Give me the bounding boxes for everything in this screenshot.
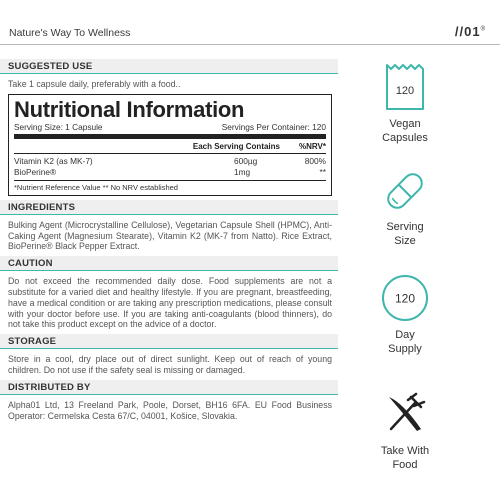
each-serving-header: Each Serving Contains bbox=[192, 141, 280, 151]
calendar-circle-icon bbox=[380, 273, 430, 323]
feature-serving-size bbox=[345, 167, 465, 248]
nutrient-amount: 600µg bbox=[234, 155, 258, 166]
feature-label-line: Supply bbox=[388, 342, 422, 355]
nutrient-name: Vitamin K2 (as MK-7) bbox=[14, 155, 93, 166]
feature-vegan-capsules bbox=[345, 61, 465, 145]
feature-label bbox=[345, 118, 465, 145]
feature-label bbox=[345, 445, 465, 472]
nutrition-row bbox=[14, 167, 326, 178]
nutrient-nrv: 800% bbox=[304, 155, 326, 166]
storage-text: Store in a cool, dry place out of direct sunlight. Keep out of reach of young children. Do not use if the safety seal is missing or damaged. bbox=[8, 354, 332, 375]
fork-knife-icon bbox=[381, 389, 429, 437]
nutrition-panel bbox=[8, 94, 332, 196]
feature-label-line: Vegan bbox=[389, 118, 421, 130]
feature-label-line: Food bbox=[392, 458, 418, 471]
suggested-use-text: Take 1 capsule daily, preferably with a food.. bbox=[8, 79, 181, 89]
nutrition-row bbox=[14, 156, 326, 167]
capsule-icon bbox=[381, 167, 429, 215]
nutrient-amount: 1mg bbox=[234, 166, 251, 177]
distributed-text: Alpha01 Ltd, 13 Freeland Park, Poole, Dorset, BH16 6FA. EU Food Business Operator: Cermelska Cesta 67/C, 04001, Košice, Slovakia. bbox=[8, 399, 332, 421]
nrv-header: %NRV* bbox=[299, 141, 326, 151]
pouch-icon bbox=[383, 61, 427, 113]
nutrition-table-header bbox=[14, 139, 326, 154]
serving-size: Serving Size: 1 Capsule bbox=[14, 121, 103, 132]
tagline: Nature's Way To Wellness bbox=[9, 27, 131, 39]
brand-logo bbox=[455, 24, 486, 39]
ingredients-section bbox=[0, 200, 338, 256]
section-heading: STORAGE bbox=[0, 334, 338, 349]
section-heading: SUGGESTED USE bbox=[0, 59, 338, 74]
section-heading: INGREDIENTS bbox=[0, 200, 338, 215]
registered-mark: ® bbox=[480, 26, 486, 33]
nutrition-title: Nutritional Information bbox=[14, 96, 245, 122]
feature-label-line: Day bbox=[395, 329, 415, 341]
brand-name: //01 bbox=[454, 24, 481, 39]
supply-badge: 120 bbox=[394, 291, 416, 306]
feature-take-with-food bbox=[345, 389, 465, 472]
distributed-section bbox=[0, 380, 338, 426]
feature-label bbox=[345, 221, 465, 248]
feature-label-line: Size bbox=[394, 234, 416, 247]
feature-label-line: Serving bbox=[386, 221, 424, 233]
nutrition-footnote: *Nutrient Reference Value ** No NRV established bbox=[14, 182, 178, 192]
suggested-use-section bbox=[0, 59, 338, 92]
nutrition-rows bbox=[14, 154, 326, 181]
nutrient-name: BioPerine® bbox=[14, 166, 57, 177]
caution-text: Do not exceed the recommended daily dose. Food supplements are not a substitute for a varied diet and healthy lifestyle. If you are pregnant, breastfeeding, have a medical condition or are taking any prescription medications, please consult with your doctor before use. If you are taking anti-coagulants (blood thinners), do not take this product except on the advice of a doctor. bbox=[8, 276, 332, 330]
feature-label bbox=[345, 329, 465, 356]
section-heading: CAUTION bbox=[0, 256, 338, 271]
nutrient-nrv: ** bbox=[319, 166, 326, 177]
label-info-column bbox=[0, 59, 338, 425]
section-heading: DISTRIBUTED BY bbox=[0, 380, 338, 395]
ingredients-text: Bulking Agent (Microcrystalline Cellulose), Vegetarian Capsule Shell (HPMC), Anti-Caking Agent (Magnesium Stearate), Vitamin K2 (MK-7 from Natto). Rice Extract, BioPerine® Black Pepper Extract. bbox=[8, 219, 332, 252]
feature-label-line: Capsules bbox=[382, 131, 428, 144]
caution-section bbox=[0, 256, 338, 334]
servings-per-container: Servings Per Container: 120 bbox=[221, 121, 326, 132]
feature-label-line: Take With bbox=[380, 445, 430, 457]
serving-info bbox=[14, 122, 326, 139]
storage-section bbox=[0, 334, 338, 380]
header-divider bbox=[0, 44, 500, 45]
feature-day-supply bbox=[345, 273, 465, 356]
pouch-badge: 120 bbox=[395, 85, 415, 97]
